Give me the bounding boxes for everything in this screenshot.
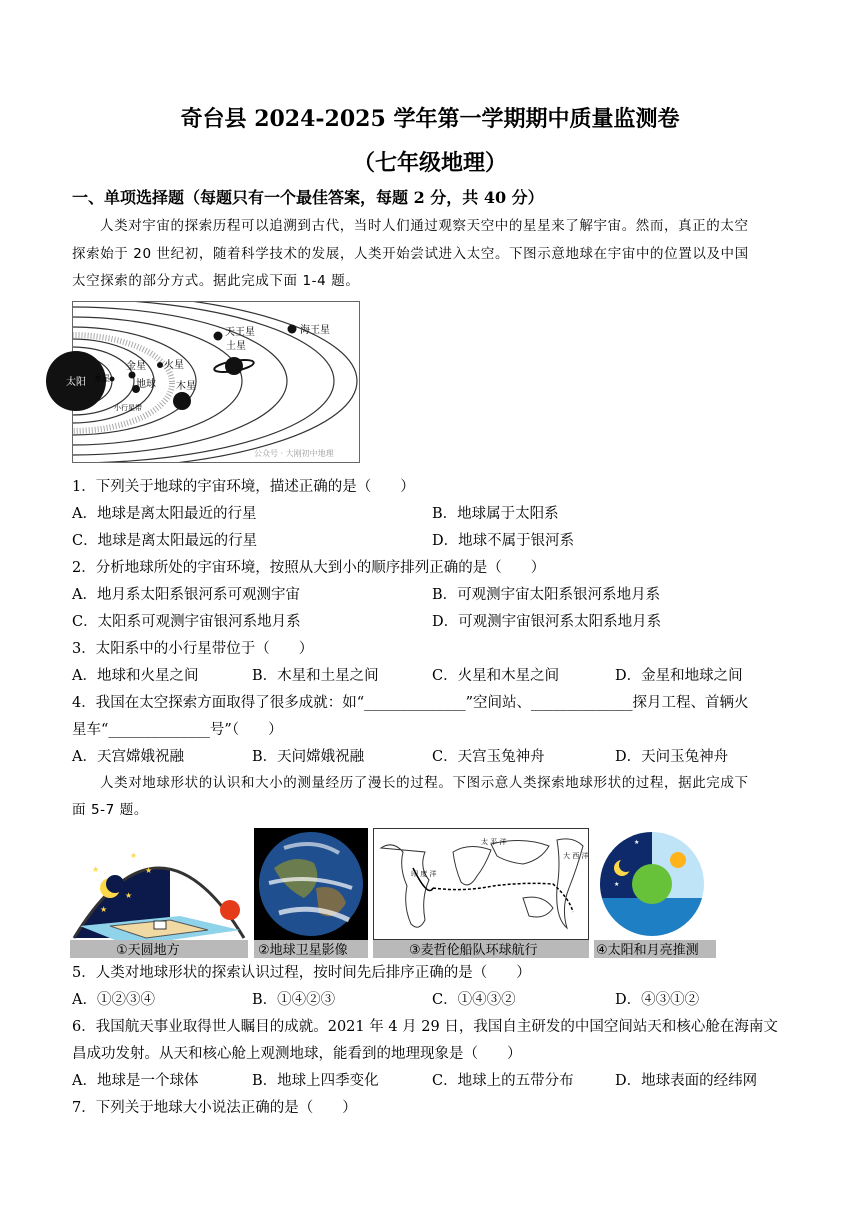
q4-option-d[interactable]: D．天问玉兔神舟: [615, 749, 729, 765]
earth-label: 地球: [136, 379, 156, 390]
q1-option-d[interactable]: D．地球不属于银河系: [432, 533, 575, 549]
q1-stem: 1．下列关于地球的宇宙环境，描述正确的是（ ）: [72, 479, 415, 495]
q6-option-c[interactable]: C．地球上的五带分布: [432, 1073, 574, 1089]
figure4-caption: ④太阳和月亮推测: [596, 943, 699, 958]
uranus-label: 天王星: [225, 327, 255, 338]
mars-label: 火星: [164, 360, 184, 371]
q3-stem: 3．太阳系中的小行星带位于（ ）: [72, 641, 314, 657]
mercury-label: 水星: [94, 374, 110, 383]
q5-option-b[interactable]: B．①④②③: [252, 992, 336, 1008]
svg-text:★: ★: [130, 851, 138, 860]
exam-title: 奇台县 2024-2025 学年第一学期期中质量监测卷: [180, 106, 680, 132]
svg-text:★: ★: [634, 839, 640, 846]
q5-option-d[interactable]: D．④③①②: [615, 992, 700, 1008]
saturn-label: 土星: [226, 341, 246, 352]
watermark: 公众号 · 大刚初中地理: [254, 449, 334, 458]
q1-option-c[interactable]: C．地球是离太阳最远的行星: [72, 533, 258, 549]
earth-ball: [632, 864, 672, 904]
sun-shape: [220, 900, 240, 920]
intro1-line1: 人类对宇宙的探索历程可以追溯到古代，当时人们通过观察天空中的星星来了解宇宙。然而，真正的太空: [100, 218, 749, 234]
q6-option-a[interactable]: A．地球是一个球体: [72, 1073, 199, 1089]
uranus-shape: [214, 332, 223, 341]
sun-label: 太阳: [66, 377, 86, 388]
svg-text:★: ★: [614, 881, 620, 888]
q3-option-a[interactable]: A．地球和火星之间: [72, 668, 199, 684]
q6-stem-line1: 6．我国航天事业取得世人瞩目的成就。2021 年 4 月 29 日，我国自主研发的中国空间站天和核心舱在海南文: [72, 1019, 778, 1035]
q6-stem-line2: 昌成功发射。从天和核心舱上观测地球，能看到的地理现象是（ ）: [72, 1046, 522, 1062]
venus-label: 金星: [126, 361, 146, 372]
q1-option-a[interactable]: A．地球是离太阳最近的行星: [72, 506, 257, 522]
q4-stem-line2: 星车“______________号”（ ）: [72, 722, 283, 738]
q4-option-a[interactable]: A．天宫嫦娥祝融: [72, 749, 184, 765]
svg-text:★: ★: [145, 866, 153, 875]
svg-text:★: ★: [125, 891, 133, 900]
svg-text:★: ★: [100, 905, 108, 914]
q3-option-c[interactable]: C．火星和木星之间: [432, 668, 560, 684]
belt-label: 小行星带: [114, 404, 142, 412]
map-label-indian: 印 度 洋: [411, 870, 437, 878]
neptune-label: 海王星: [300, 325, 330, 336]
magellan-voyage-figure: [373, 828, 589, 958]
solar-system-figure: [66, 301, 360, 463]
q5-option-c[interactable]: C．①④③②: [432, 992, 516, 1008]
q2-stem: 2．分析地球所处的宇宙环境，按照从大到小的顺序排列正确的是（ ）: [72, 560, 546, 576]
intro1-line2: 探索始于 20 世纪初，随着科学技术的发展，人类开始尝试进入太空。下图示意地球在宇宙中的位置以及中国: [72, 246, 749, 262]
q2-option-c[interactable]: C．太阳系可观测宇宙银河系地月系: [72, 614, 301, 630]
svg-text:★: ★: [92, 865, 100, 874]
svg-text:★: ★: [608, 847, 614, 854]
figure2-caption: ②地球卫星影像: [258, 943, 348, 958]
jupiter-shape: [173, 392, 191, 410]
intro2-line2: 面 5-7 题。: [72, 802, 148, 818]
figure1-caption: ①天圆地方: [116, 943, 180, 958]
neptune-shape: [288, 325, 297, 334]
map-label-atlantic: 大 西 洋: [563, 852, 589, 860]
q6-option-d[interactable]: D．地球表面的经纬网: [615, 1073, 758, 1089]
jupiter-label: 木星: [176, 381, 196, 392]
mars-shape: [157, 362, 163, 368]
exam-subtitle: （七年级地理）: [352, 150, 507, 176]
q2-option-d[interactable]: D．可观测宇宙银河系太阳系地月系: [432, 614, 662, 630]
q2-option-a[interactable]: A．地月系太阳系银河系可观测宇宙: [72, 587, 300, 603]
q4-stem-line1: 4．我国在太空探索方面取得了很多成就：如“______________”空间站、______________探月工程、首辆火: [72, 695, 749, 711]
q7-stem: 7．下列关于地球大小说法正确的是（ ）: [72, 1100, 357, 1116]
q4-option-b[interactable]: B．天问嫦娥祝融: [252, 749, 365, 765]
venus-shape: [129, 372, 136, 379]
sky-dome-figure: [70, 828, 248, 958]
q4-option-c[interactable]: C．天宫玉兔神舟: [432, 749, 545, 765]
intro1-line3: 太空探索的部分方式。据此完成下面 1-4 题。: [72, 273, 360, 289]
section-heading: 一、单项选择题（每题只有一个最佳答案，每题 2 分，共 40 分）: [72, 188, 544, 207]
figure3-caption: ③麦哲伦船队环球航行: [409, 943, 538, 958]
map-label-pacific: 太 平 洋: [481, 838, 507, 846]
q3-option-d[interactable]: D．金星和地球之间: [615, 668, 743, 684]
sun-moon-figure: [594, 828, 716, 958]
earth-satellite-figure: [254, 828, 368, 958]
q5-option-a[interactable]: A．①②③④: [72, 992, 155, 1008]
q3-option-b[interactable]: B．木星和土星之间: [252, 668, 379, 684]
q6-option-b[interactable]: B．地球上四季变化: [252, 1073, 379, 1089]
q5-stem: 5．人类对地球形状的探索认识过程，按时间先后排序正确的是（ ）: [72, 965, 531, 981]
sun-shape: [670, 852, 686, 868]
intro2-line1: 人类对地球形状的认识和大小的测量经历了漫长的过程。下图示意人类探索地球形状的过程，据此完成下: [100, 775, 749, 791]
q2-option-b[interactable]: B．可观测宇宙太阳系银河系地月系: [432, 587, 661, 603]
mercury-shape: [110, 377, 115, 382]
q1-option-b[interactable]: B．地球属于太阳系: [432, 506, 559, 522]
